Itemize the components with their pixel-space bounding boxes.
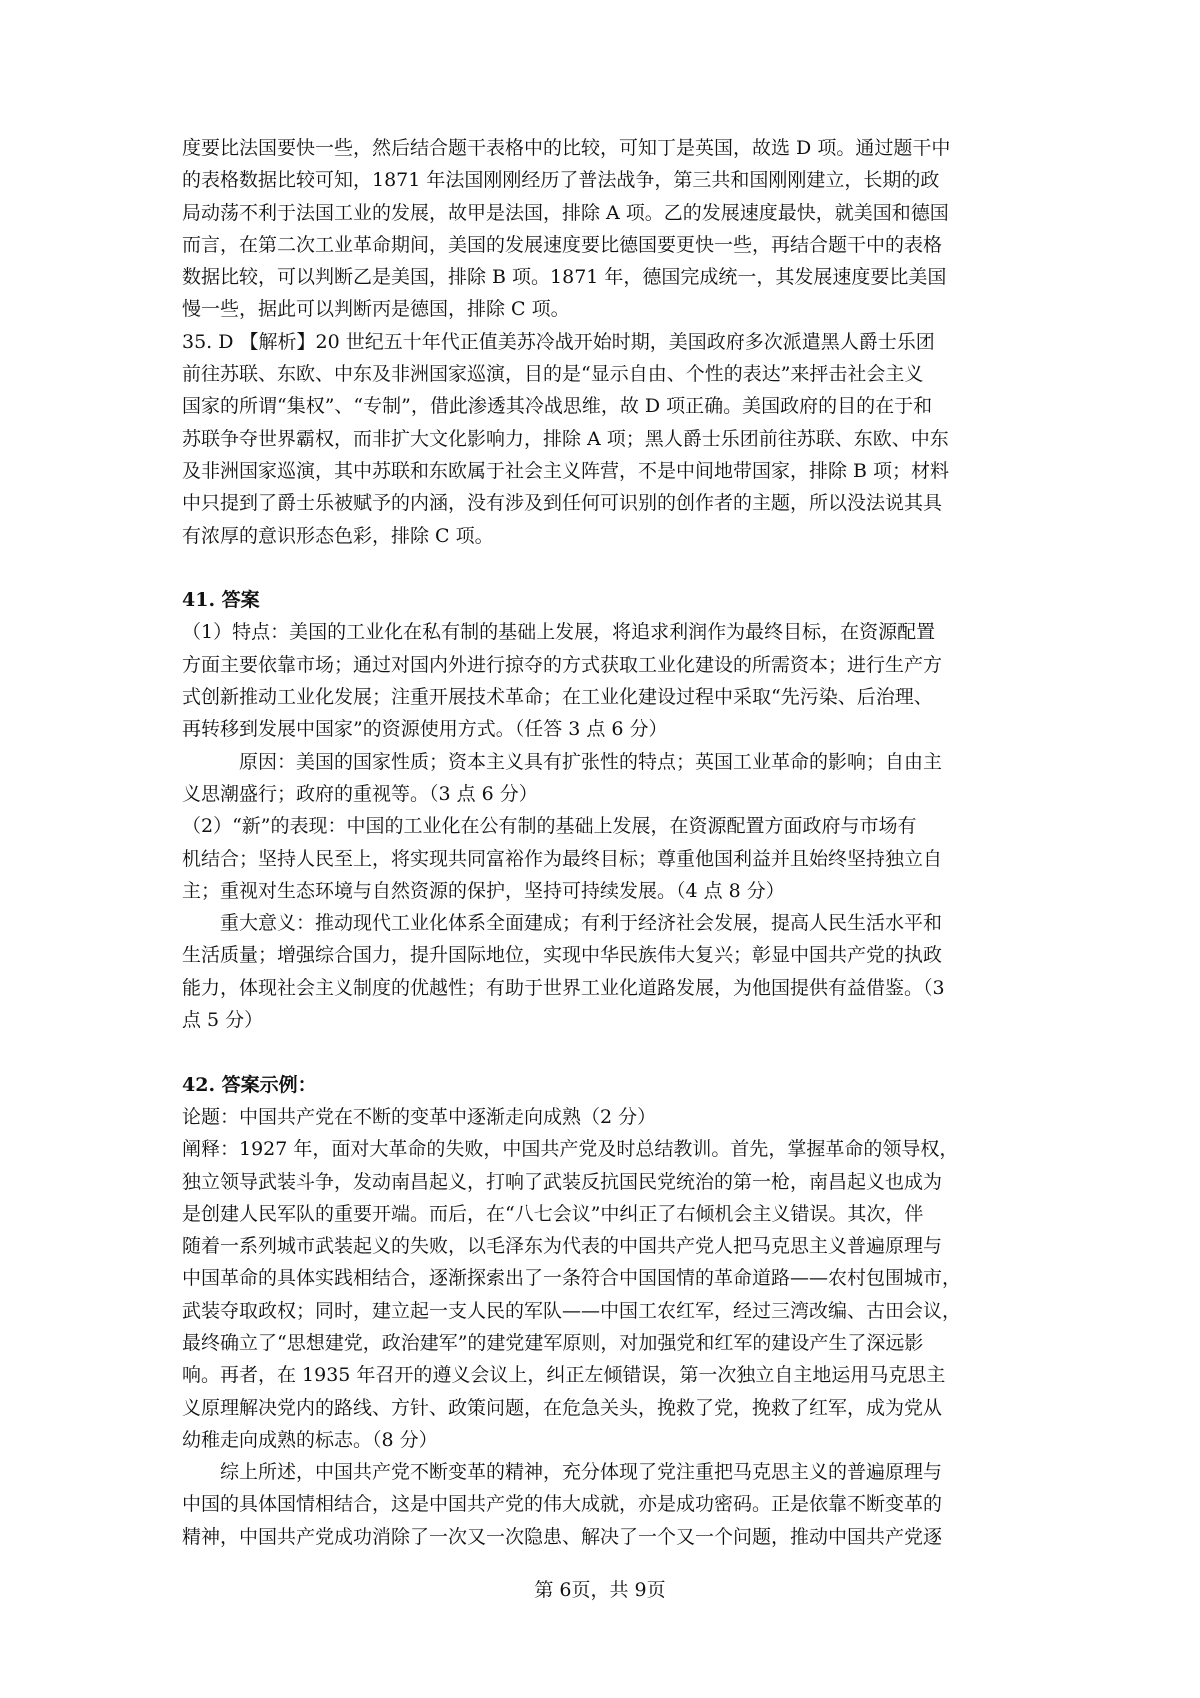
text-line: 机结合；坚持人民至上，将实现共同富裕作为最终目标；尊重他国利益并且始终坚持独立自 [182,847,943,870]
text-line: 能力，体现社会主义制度的优越性；有助于世界工业化道路发展，为他国提供有益借鉴。（3 [182,976,945,999]
answer-42 [182,1069,1030,1553]
text-line: 式创新推动工业化发展；注重开展技术革命；在工业化建设过程中采取“先污染、后治理、 [182,686,933,709]
text-line: 幼稚走向成熟的标志。（8 分） [182,1428,438,1451]
text-line: 苏联争夺世界霸权，而非扩大文化影响力，排除 A 项；黑人爵士乐团前往苏联、东欧、中东 [182,427,949,450]
text-line: 方面主要依靠市场；通过对国内外进行掠夺的方式获取工业化建设的所需资本；进行生产方 [182,653,943,676]
text-line: 再转移到发展中国家”的资源使用方式。（任答 3 点 6 分） [182,718,668,741]
answer-35 [182,326,1030,552]
text-line: 有浓厚的意识形态色彩，排除 C 项。 [182,524,494,547]
text-line: 慢一些，据此可以判断丙是德国，排除 C 项。 [182,298,570,321]
question-heading: 42. 答案示例： [182,1073,317,1096]
spacer [182,1036,1030,1068]
text-line: 国家的所谓“集权”、“专制”，借此渗透其冷战思维，故 D 项正确。美国政府的目的在于和 [182,395,933,418]
answer-41 [182,584,1030,1036]
text-line: （1）特点：美国的工业化在私有制的基础上发展，将追求利润作为最终目标，在资源配置 [182,621,936,644]
text-line: 义思潮盛行；政府的重视等。（3 点 6 分） [182,782,538,805]
thesis-line: 论题：中国共产党在不断的变革中逐渐走向成熟（2 分） [182,1105,657,1128]
text-line: （2）“新”的表现：中国的工业化在公有制的基础上发展，在资源配置方面政府与市场有 [182,815,917,838]
text-line: 的表格数据比较可知，1871 年法国刚刚经历了普法战争，第三共和国刚刚建立，长期的政 [182,169,940,192]
text-line: 及非洲国家巡演，其中苏联和东欧属于社会主义阵营，不是中间地带国家，排除 B 项；材料 [182,459,950,482]
text-line: 是创建人民军队的重要开端。而后，在“八七会议”中纠正了右倾机会主义错误。其次，伴 [182,1202,924,1225]
text-line: 中只提到了爵士乐被赋予的内涵，没有涉及到任何可识别的创作者的主题，所以没法说其具 [182,492,943,515]
text-line: 独立领导武装斗争，发动南昌起义，打响了武装反抗国民党统治的第一枪，南昌起义也成为 [182,1170,943,1193]
spacer [182,552,1030,584]
text-line: 义原理解决党内的路线、方针、政策问题，在危急关头，挽救了党，挽救了红军，成为党从 [182,1396,943,1419]
text-line: 综上所述，中国共产党不断变革的精神，充分体现了党注重把马克思主义的普遍原理与 [220,1461,943,1484]
text-line: 响。再者，在 1935 年召开的遵义会议上，纠正左倾错误，第一次独立自主地运用马克思主 [182,1364,946,1387]
question-heading: 41. 答案 [182,589,260,612]
page-content [182,132,1030,1553]
text-line: 前往苏联、东欧、中东及非洲国家巡演，目的是“显示自由、个性的表达”来抨击社会主义 [182,363,924,386]
answer-34-continuation [182,132,1030,326]
text-line: 中国革命的具体实践相结合，逐渐探索出了一条符合中国国情的革命道路——农村包围城市， [182,1267,962,1290]
text-line: 精神，中国共产党成功消除了一次又一次隐患、解决了一个又一个问题，推动中国共产党逐 [182,1525,943,1548]
page-number: 第 6页，共 9页 [534,1579,666,1601]
text-line: 35. D 【解析】20 世纪五十年代正值美苏冷战开始时期，美国政府多次派遣黑人爵士乐团 [182,330,935,353]
text-line: 主；重视对生态环境与自然资源的保护，坚持可持续发展。（4 点 8 分） [182,879,785,902]
text-line: 局动荡不利于法国工业的发展，故甲是法国，排除 A 项。乙的发展速度最快，就美国和德国 [182,201,949,224]
text-line: 点 5 分） [182,1009,264,1032]
text-line: 阐释：1927 年，面对大革命的失败，中国共产党及时总结教训。首先，掌握革命的领导权， [182,1138,959,1161]
text-line: 重大意义：推动现代工业化体系全面建成；有利于经济社会发展，提高人民生活水平和 [220,912,943,935]
text-line: 最终确立了“思想建党，政治建军”的建党建军原则，对加强党和红军的建设产生了深远影 [182,1331,924,1354]
text-line: 中国的具体国情相结合，这是中国共产党的伟大成就，亦是成功密码。正是依靠不断变革的 [182,1493,943,1516]
text-line: 生活质量；增强综合国力，提升国际地位，实现中华民族伟大复兴；彰显中国共产党的执政 [182,944,943,967]
text-line: 武装夺取政权；同时，建立起一支人民的军队——中国工农红军，经过三湾改编、古田会议， [182,1299,962,1322]
text-line: 度要比法国要快一些，然后结合题干表格中的比较，可知丁是英国，故选 D 项。通过题干中 [182,137,951,159]
text-line: 原因：美国的国家性质；资本主义具有扩张性的特点；英国工业革命的影响；自由主 [239,750,943,773]
text-line: 随着一系列城市武装起义的失败，以毛泽东为代表的中国共产党人把马克思主义普遍原理与 [182,1235,943,1258]
text-line: 数据比较，可以判断乙是美国，排除 B 项。1871 年，德国完成统一，其发展速度要比美国 [182,266,947,289]
text-line: 而言，在第二次工业革命期间，美国的发展速度要比德国要更快一些，再结合题干中的表格 [182,233,943,256]
